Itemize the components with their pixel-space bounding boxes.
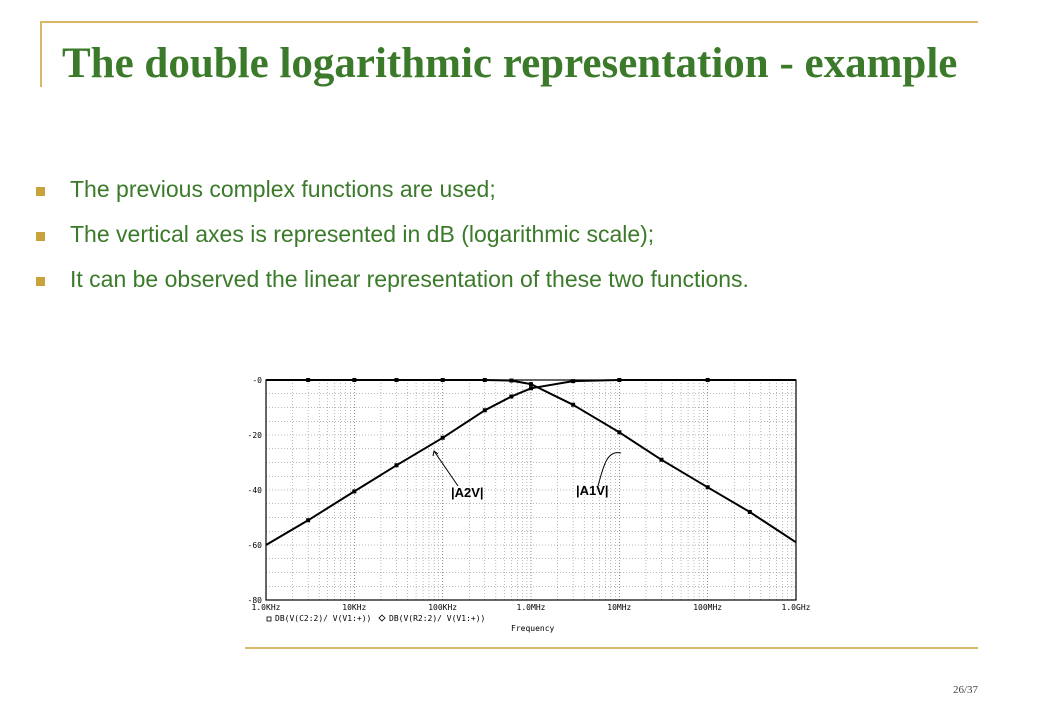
y-tick-label: -0 — [252, 376, 262, 385]
series-1-point — [352, 378, 356, 382]
x-axis-label: Frequency — [511, 624, 555, 633]
annotation-a1: |A1V| — [576, 483, 609, 498]
series-2-point — [441, 436, 445, 440]
bullet-square-icon — [36, 277, 45, 286]
series-1-point — [659, 458, 663, 462]
series-2-point — [617, 378, 621, 382]
legend-series-1: DB(V(C2:2)/ V(V1:+)) — [275, 614, 372, 623]
series-1-point — [394, 378, 398, 382]
x-tick-label: 100KHz — [428, 603, 458, 612]
series-1-point — [529, 382, 533, 386]
x-tick-label: 10KHz — [342, 603, 367, 612]
x-tick-label: 100MHz — [693, 603, 723, 612]
slide-title: The double logarithmic representation - example — [62, 40, 958, 87]
series-2-point — [509, 395, 513, 399]
left-rule — [40, 21, 42, 87]
chart-svg — [236, 368, 811, 638]
page-number — [953, 684, 978, 696]
series-2-point — [306, 518, 310, 522]
page-total: /37 — [963, 684, 978, 696]
top-rule — [40, 21, 978, 23]
series-2-point — [483, 408, 487, 412]
series-2-point — [529, 386, 533, 390]
x-tick-label: 1.0MHz — [516, 603, 546, 612]
x-tick-label: 1.0KHz — [251, 603, 281, 612]
series-2-point — [571, 379, 575, 383]
series-1-point — [509, 379, 513, 383]
bullet-list — [36, 174, 936, 309]
grid — [266, 380, 796, 600]
series-1-point — [617, 430, 621, 434]
legend-series-2: DB(V(R2:2)/ V(V1:+)) — [389, 614, 486, 623]
page-current: 26 — [952, 684, 964, 696]
series-1-point — [483, 378, 487, 382]
bullet-item — [36, 264, 936, 295]
bullet-item — [36, 174, 936, 205]
legend — [267, 614, 555, 633]
bullet-text: It can be observed the linear representation of these two functions. — [70, 266, 749, 292]
x-tick-label: 10MHz — [607, 603, 632, 612]
y-tick-label: -80 — [247, 596, 262, 605]
bode-chart — [236, 368, 811, 638]
series-1-point — [441, 378, 445, 382]
tick-labels — [248, 376, 811, 612]
bottom-rule — [245, 647, 978, 649]
bullet-square-icon — [36, 232, 45, 241]
x-tick-label: 1.0GHz — [781, 603, 811, 612]
series-1-point — [306, 378, 310, 382]
series-1-point — [571, 403, 575, 407]
a1-pointer — [598, 453, 621, 486]
legend-diamond-icon — [379, 615, 385, 621]
bullet-item — [36, 219, 936, 250]
annotation-a2: |A2V| — [451, 485, 484, 500]
series-1-point — [748, 510, 752, 514]
a2-pointer — [434, 451, 458, 486]
bullet-square-icon — [36, 187, 45, 196]
bullet-text: The vertical axes is represented in dB (logarithmic scale); — [70, 221, 655, 247]
y-tick-label: -20 — [247, 431, 262, 440]
bullet-text: The previous complex functions are used; — [70, 176, 496, 202]
series-2-point — [352, 489, 356, 493]
legend-square-icon — [267, 617, 271, 621]
series-1-point — [706, 485, 710, 489]
y-tick-label: -60 — [247, 541, 262, 550]
y-tick-label: -40 — [247, 486, 262, 495]
series-2-point — [394, 463, 398, 467]
series-2-point — [706, 378, 710, 382]
